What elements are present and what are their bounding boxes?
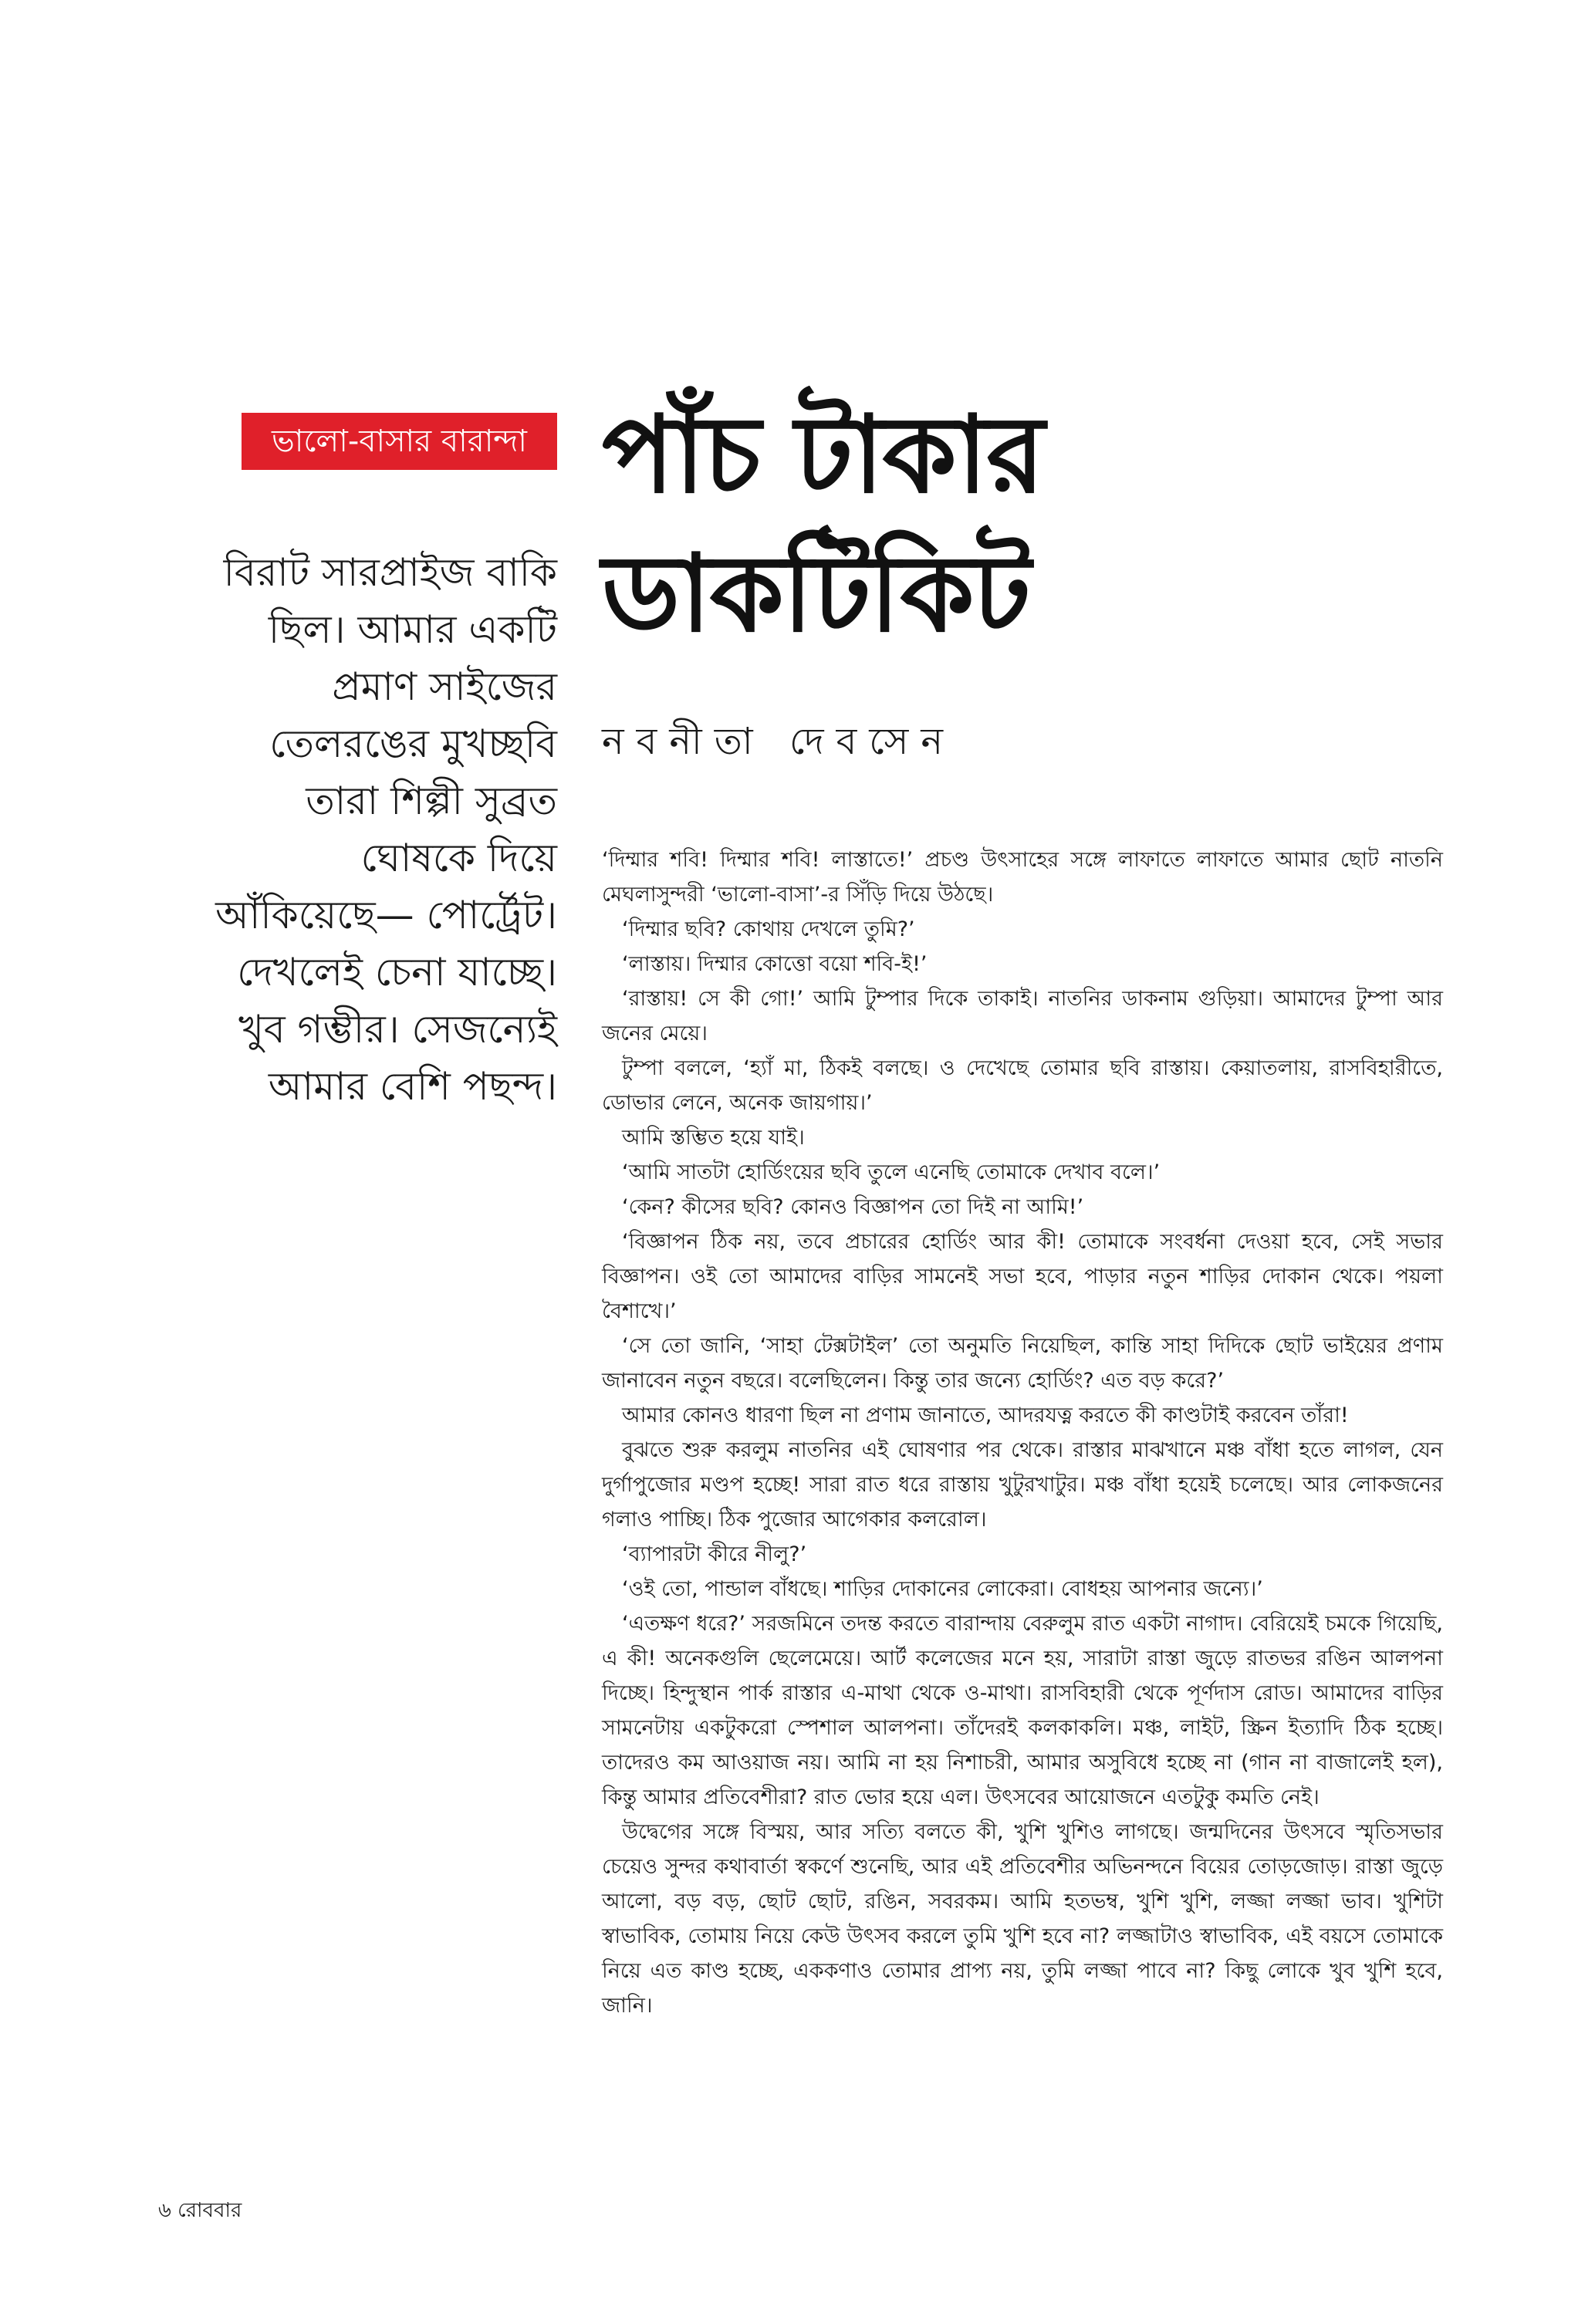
pull-quote-line: ঘোষকে দিয়ে (360, 836, 557, 880)
article-paragraph: ‘সে তো জানি, ‘সাহা টেক্সটাইল’ তো অনুমতি নিয়েছিল, কান্তি সাহা দিদিকে ছোট ভাইয়ের প্রণাম জানাবেন নতুন বছরে। বলেছিলেন। কিন্তু তার জন্যে হোর্ডিং? এত বড় করে?’ (602, 1334, 1443, 1393)
article-title-line-2: ডাকটিকিট (602, 532, 1030, 656)
article-paragraph: ‘ওই তো, পান্ডাল বাঁধছে। শাড়ির দোকানের লোকেরা। বোধহয় আপনার জন্যে।’ (622, 1577, 1263, 1601)
pull-quote-line: দেখলেই চেনা যাচ্ছে। (237, 950, 557, 995)
section-tag: ভালো-বাসার বারান্দা (242, 413, 557, 470)
article-paragraph: ‘দিম্মার শবি! দিম্মার শবি! লাস্তাতে!’ প্রচণ্ড উৎসাহের সঙ্গে লাফাতে লাফাতে আমার ছোট নাতনি মেঘলাসুন্দরী ‘ভালো-বাসা’-র সিঁড়ি দিয়ে উঠছে। (602, 848, 1443, 907)
pull-quote-line: তারা শিল্পী সুব্রত (306, 779, 557, 823)
article-paragraph: ‘এতক্ষণ ধরে?’ সরজমিনে তদন্ত করতে বারান্দায় বেরুলুম রাত একটা নাগাদ। বেরিয়েই চমকে গিয়েছি, এ কী! অনেকগুলি ছেলেমেয়ে। আর্ট কলেজের মনে হয়, সারাটা রাস্তা জুড়ে রাতভর রঙিন আলপনা দিচ্ছে। হিন্দুস্থান পার্ক রাস্তার এ-মাথা থেকে ও-মাথা। রাসবিহারী থেকে পূর্ণদাস রোড। আমাদের বাড়ির সামনেটায় একটুকরো স্পেশাল আলপনা। তাঁদেরই কলকাকলি। মঞ্চ, লাইট, স্ক্রিন ইত্যাদি ঠিক হচ্ছে। তাদেরও কম আওয়াজ নয়। আমি না হয় নিশাচরী, আমার অসুবিধে হচ্ছে না (গান না বাজালেই হল), কিন্তু আমার প্রতিবেশীরা? রাত ভোর হয়ে এল। উৎসবের আয়োজনে এতটুকু কমতি নেই। (602, 1612, 1443, 1809)
article-paragraph: টুম্পা বললে, ‘হ্যাঁ মা, ঠিকই বলছে। ও দেখেছে তোমার ছবি রাস্তায়। কেয়াতলায়, রাসবিহারীতে, ডোভার লেনে, অনেক জায়গায়।’ (602, 1056, 1443, 1115)
article-paragraph: ‘দিম্মার ছবি? কোথায় দেখলে তুমি?’ (622, 917, 915, 941)
article-paragraph: আমার কোনও ধারণা ছিল না প্রণাম জানাতে, আদরযত্ন করতে কী কাণ্ডটাই করবেন তাঁরা! (622, 1404, 1349, 1427)
pull-quote-line: খুব গম্ভীর। সেজন্যেই (238, 1007, 557, 1052)
page-folio: ৬ রোববার (158, 2199, 242, 2222)
pull-quote-line: বিরাট সারপ্রাইজ বাকি (223, 550, 557, 595)
article-paragraph: ‘লাস্তায়। দিম্মার কোত্তো বয়ো শবি-ই!’ (622, 952, 928, 976)
article-paragraph: বুঝতে শুরু করলুম নাতনির এই ঘোষণার পর থেকে। রাস্তার মাঝখানে মঞ্চ বাঁধা হতে লাগল, যেন দুর্গাপুজোর মণ্ডপ হচ্ছে! সারা রাত ধরে রাস্তায় খুটুরখাটুর। মঞ্চ বাঁধা হয়েই চলেছে। আর লোকজনের গলাও পাচ্ছি। ঠিক পুজোর আগেকার কলরোল। (602, 1438, 1443, 1532)
article-paragraph: ‘ব্যাপারটা কীরে নীলু?’ (622, 1542, 807, 1566)
article-paragraph: উদ্বেগের সঙ্গে বিস্ময়, আর সত্যি বলতে কী, খুশি খুশিও লাগছে। জন্মদিনের উৎসবে স্মৃতিসভার চেয়েও সুন্দর কথাবার্তা স্বকর্ণে শুনেছি, আর এই প্রতিবেশীর অভিনন্দনে বিয়ের তোড়জোড়। রাস্তা জুড়ে আলো, বড় বড়, ছোট ছোট, রঙিন, সবরকম। আমি হতভম্ব, খুশি খুশি, লজ্জা লজ্জা ভাব। খুশিটা স্বাভাবিক, তোমায় নিয়ে কেউ উৎসব করলে তুমি খুশি হবে না? লজ্জাটাও স্বাভাবিক, এই বয়সে তোমাকে নিয়ে এত কাণ্ড হচ্ছে, এককণাও তোমার প্রাপ্য নয়, তুমি লজ্জা পাবে না? কিছু লোকে খুব খুশি হবে, জানি। (602, 1820, 1443, 2018)
article-paragraph: ‘রাস্তায়! সে কী গো!’ আমি টুম্পার দিকে তাকাই। নাতনির ডাকনাম গুড়িয়া। আমাদের টুম্পা আর জনের মেয়ে। (602, 987, 1443, 1045)
pull-quote-line: তেলরঙের মুখচ্ছবি (269, 721, 557, 766)
pull-quote (154, 544, 557, 1115)
pull-quote-line: আমার বেশি পছন্দ। (268, 1064, 557, 1109)
article-paragraph: ‘আমি সাতটা হোর্ডিংয়ের ছবি তুলে এনেছি তোমাকে দেখাব বলে।’ (622, 1160, 1161, 1184)
article-title-line-1: পাঁচ টাকার (602, 393, 1043, 517)
author-byline: নবনীতা দেবসেন (602, 720, 955, 763)
article-title (602, 386, 1296, 664)
article-paragraph: আমি স্তম্ভিত হয়ে যাই। (622, 1126, 805, 1150)
pull-quote-line: আঁকিয়েছে— পোর্ট্রেট। (215, 893, 557, 937)
article-paragraph: ‘কেন? কীসের ছবি? কোনও বিজ্ঞাপন তো দিই না আমি!’ (622, 1195, 1084, 1219)
article-body (602, 843, 1443, 2023)
article-paragraph: ‘বিজ্ঞাপন ঠিক নয়, তবে প্রচারের হোর্ডিং আর কী! তোমাকে সংবর্ধনা দেওয়া হবে, সেই সভার বিজ্ঞাপন। ওই তো আমাদের বাড়ির সামনেই সভা হবে, পাড়ার নতুন শাড়ির দোকান থেকে। পয়লা বৈশাখে।’ (602, 1230, 1443, 1323)
pull-quote-line: ছিল। আমার একটি (268, 607, 557, 652)
pull-quote-line: প্রমাণ সাইজের (332, 664, 557, 709)
